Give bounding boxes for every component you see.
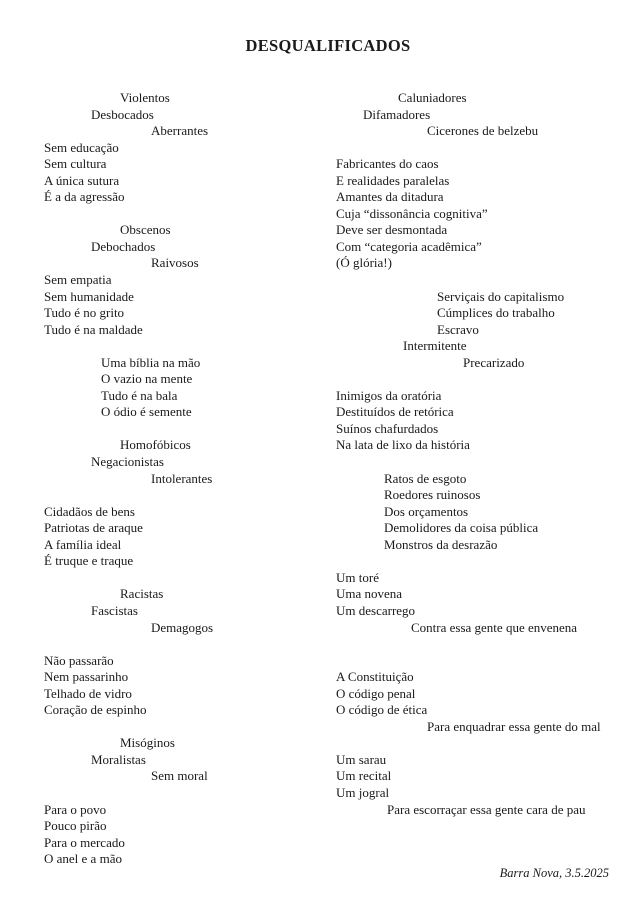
- stanza-gap: [44, 570, 334, 587]
- poem-line: Pouco pirão: [44, 818, 107, 834]
- poem-line: Um recital: [336, 768, 392, 784]
- poem-line: Serviçais do capitalismo: [437, 288, 565, 304]
- poem-line: (Ó glória!): [336, 255, 392, 271]
- poem-line: Escravo: [437, 321, 479, 337]
- poem-line: Tudo é na bala: [101, 387, 178, 403]
- poem-line: Demolidores da coisa pública: [384, 520, 539, 536]
- poem-line: Coração de espinho: [44, 702, 147, 718]
- poem-line: Suínos chafurdados: [336, 420, 439, 436]
- poem-line: Sem moral: [151, 768, 208, 784]
- poem-line: Sem educação: [44, 139, 119, 155]
- stanza-gap: [44, 487, 334, 504]
- poem-line: O anel e a mão: [44, 851, 122, 867]
- poem-line: Na lata de lixo da história: [336, 437, 470, 453]
- stanza-gap: [336, 653, 636, 670]
- poem-line: Cúmplices do trabalho: [437, 305, 555, 321]
- poem-line: Para o mercado: [44, 834, 125, 850]
- poem-line: Deve ser desmontada: [336, 222, 448, 238]
- poem-line: Violentos: [120, 90, 170, 105]
- poem-line: Desbocados: [91, 106, 154, 122]
- poem-line: Cidadãos de bens: [44, 503, 135, 519]
- poem-line: A família ideal: [44, 536, 122, 552]
- poem-line: Patriotas de araque: [44, 520, 143, 536]
- signature: Barra Nova, 3.5.2025: [499, 866, 609, 880]
- poem-line: É a da agressão: [44, 189, 125, 205]
- stanza-gap: [44, 338, 334, 355]
- stanza-gap: [336, 636, 636, 653]
- stanza-gap: [336, 553, 636, 570]
- poem-line: Tudo é no grito: [44, 305, 125, 321]
- poem-line: Cicerones de belzebu: [427, 123, 539, 139]
- poem-line: Contra essa gente que envenena: [411, 619, 578, 635]
- stanza-gap: [336, 371, 636, 388]
- poem-line: Tudo é na maldade: [44, 321, 143, 337]
- poem-line: É truque e traque: [44, 553, 134, 569]
- poem-line: Um sarau: [336, 751, 387, 767]
- poem-line: Intolerantes: [151, 470, 213, 486]
- poem-line: Com “categoria acadêmica”: [336, 238, 482, 254]
- poem-line: Monstros da desrazão: [384, 536, 498, 552]
- poem-line: Homofóbicos: [120, 437, 191, 453]
- poem-line: Fascistas: [91, 602, 138, 618]
- poem-line: Roedores ruinosos: [384, 487, 481, 503]
- poem-line: Misóginos: [120, 735, 175, 751]
- poem-line: Para escorraçar essa gente cara de pau: [387, 801, 586, 817]
- poem-line: Obscenos: [120, 222, 171, 238]
- stanza-gap: [44, 421, 334, 438]
- stanza-gap: [44, 785, 334, 802]
- right-column: [336, 90, 636, 818]
- poem-line: Nem passarinho: [44, 669, 129, 685]
- poem-line: Precarizado: [463, 354, 525, 370]
- poem-line: Debochados: [91, 238, 156, 254]
- poem-line: Uma novena: [336, 586, 403, 602]
- poem-line: Difamadores: [363, 106, 431, 122]
- poem-line: O vazio na mente: [101, 371, 193, 387]
- stanza-gap: [44, 636, 334, 653]
- poem-line: Cuja “dissonância cognitiva”: [336, 205, 488, 221]
- poem-line: Destituídos de retórica: [336, 404, 454, 420]
- poem-line: Uma bíblia na mão: [101, 354, 201, 370]
- poem-line: Negacionistas: [91, 454, 164, 470]
- poem-line: Demagogos: [151, 619, 214, 635]
- poem-line: Um descarrego: [336, 602, 416, 618]
- poem-line: Raivosos: [151, 255, 199, 271]
- poem-line: O código penal: [336, 685, 416, 701]
- poem-line: E realidades paralelas: [336, 172, 450, 188]
- poem-line: Telhado de vidro: [44, 685, 132, 701]
- poem-line: Ratos de esgoto: [384, 470, 467, 486]
- poem-line: Dos orçamentos: [384, 503, 469, 519]
- poem-line: O ódio é semente: [101, 404, 192, 420]
- poem-line: Moralistas: [91, 751, 146, 767]
- poem-line: Um jogral: [336, 784, 390, 800]
- poem-line: Um toré: [336, 569, 379, 585]
- poem-line: O código de ética: [336, 702, 428, 718]
- poem-line: Sem cultura: [44, 156, 107, 172]
- poem-line: Amantes da ditadura: [336, 189, 444, 205]
- poem-line: Sem empatia: [44, 272, 112, 288]
- poem-line: Para enquadrar essa gente do mal: [427, 718, 601, 734]
- poem-line: Aberrantes: [151, 123, 209, 139]
- poem-title: DESQUALIFICADOS: [245, 36, 411, 55]
- poem-line: A Constituição: [336, 669, 414, 685]
- poem-line: Para o povo: [44, 801, 107, 817]
- poem-line: Fabricantes do caos: [336, 156, 439, 172]
- stanza-gap: [336, 454, 636, 471]
- poem-line: Racistas: [120, 586, 164, 602]
- stanza-gap: [44, 719, 334, 736]
- poem-line: Inimigos da oratória: [336, 387, 442, 403]
- poem-line: Sem humanidade: [44, 288, 134, 304]
- poem-line: Intermitente: [403, 338, 467, 354]
- stanza-gap: [336, 272, 636, 289]
- stanza-gap: [44, 206, 334, 223]
- stanza-gap: [336, 735, 636, 752]
- left-column: [44, 90, 334, 868]
- poem-line: Não passarão: [44, 652, 114, 668]
- poem-line: Caluniadores: [398, 90, 467, 105]
- poem-line: A única sutura: [44, 172, 120, 188]
- stanza-gap: [336, 140, 636, 157]
